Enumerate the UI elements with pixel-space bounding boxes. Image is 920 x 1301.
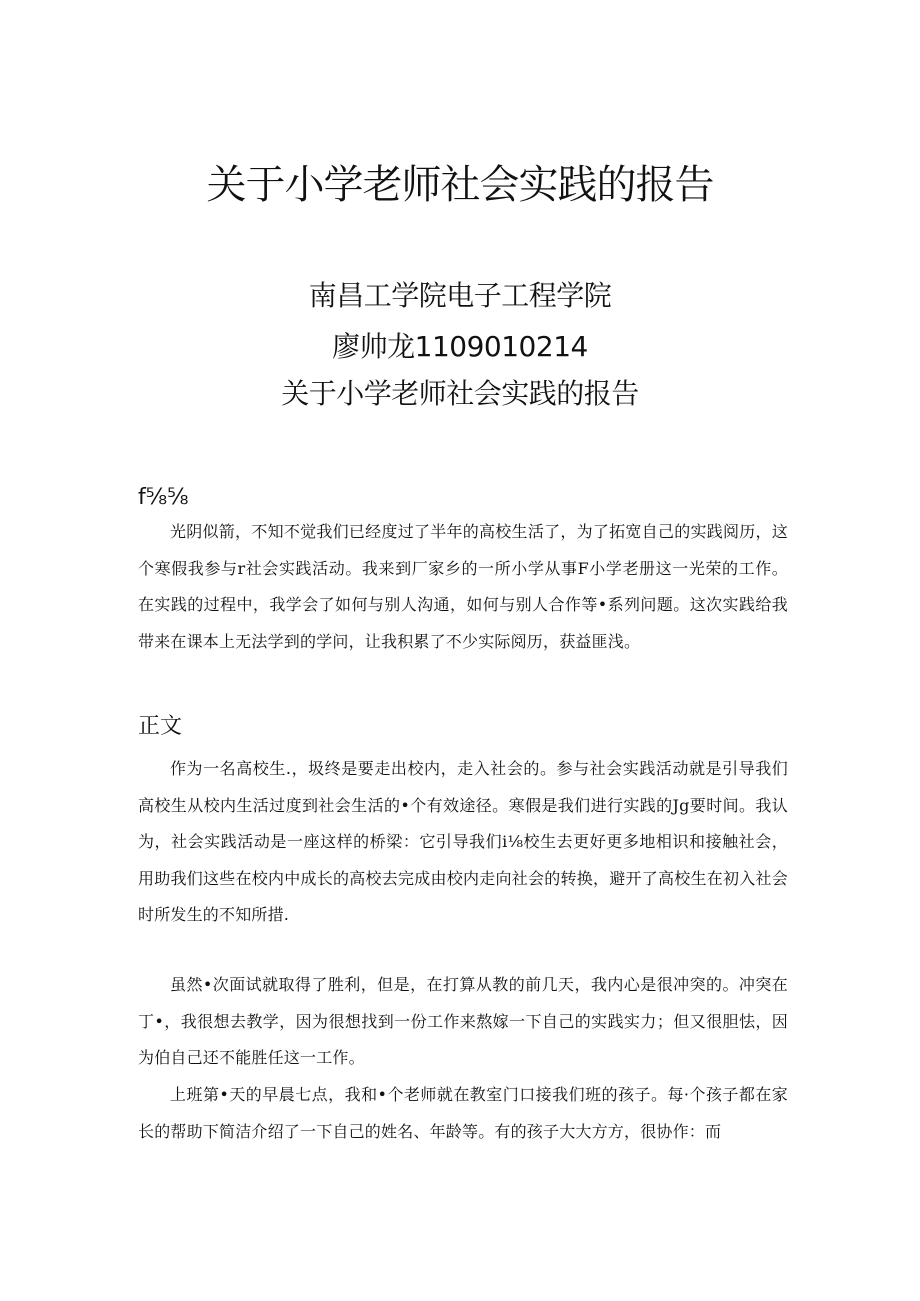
institution-line: 南昌工学院电子工程学院	[308, 279, 612, 312]
document-title: 关于小学老师社会实践的报告	[206, 162, 714, 208]
abstract-heading: f⅝⅝	[138, 485, 189, 510]
body-paragraph: 虽然•次面试就取得了胜利，但是，在打算从教的前几天，我内心是很冲突的。冲突在丁•，我很想去教学，因为很想找到一份工作来熬嫁一下自己的实践实力；但又很胆怯，因为伯自己还不能胜任这一工作。	[138, 975, 788, 1067]
author-line: 廖帅龙1109010214	[332, 330, 588, 363]
report-subtitle: 关于小学老师社会实践的报告	[281, 377, 639, 410]
body-paragraph: 作为一名高校生.，圾终是要走出校内，走入社会的。参与社会实践活动就是引导我们高校生从校内生活过度到社会生活的•个有效途径。寒假是我们进行实践的Jg要时间。我认为，社会实践活动是一座这样的桥梁：它引导我们i⅛校生去更好更多地相识和接触社会，用助我们这些在校内中成长的高校去完成由校内走向社会的转换，避开了高校生在初入社会时所发生的不知所措.	[138, 759, 788, 924]
abstract-paragraph: 光阴似箭，不知不觉我们已经度过了半年的高校生活了，为了拓宽自己的实践阅历，这个寒假我参与r社会实践活动。我来到厂家乡的一所小学从事F小学老册这一光荣的工作。在实践的过程中，我学会了如何与别人沟通，如何与别人合作等•系列问题。这次实践给我带来在课本上无法学到的学问，让我积累了不少实际阅历，获益匪浅。	[138, 522, 788, 651]
body-heading: 正文	[138, 714, 183, 739]
body-paragraph: 上班第•天的早晨七点，我和•个老师就在教室门口接我们班的孩子。每·个孩子都在家长的帮助下简洁介绍了一下自己的姓名、年龄等。有的孩子大大方方，很协作：而	[138, 1085, 788, 1141]
